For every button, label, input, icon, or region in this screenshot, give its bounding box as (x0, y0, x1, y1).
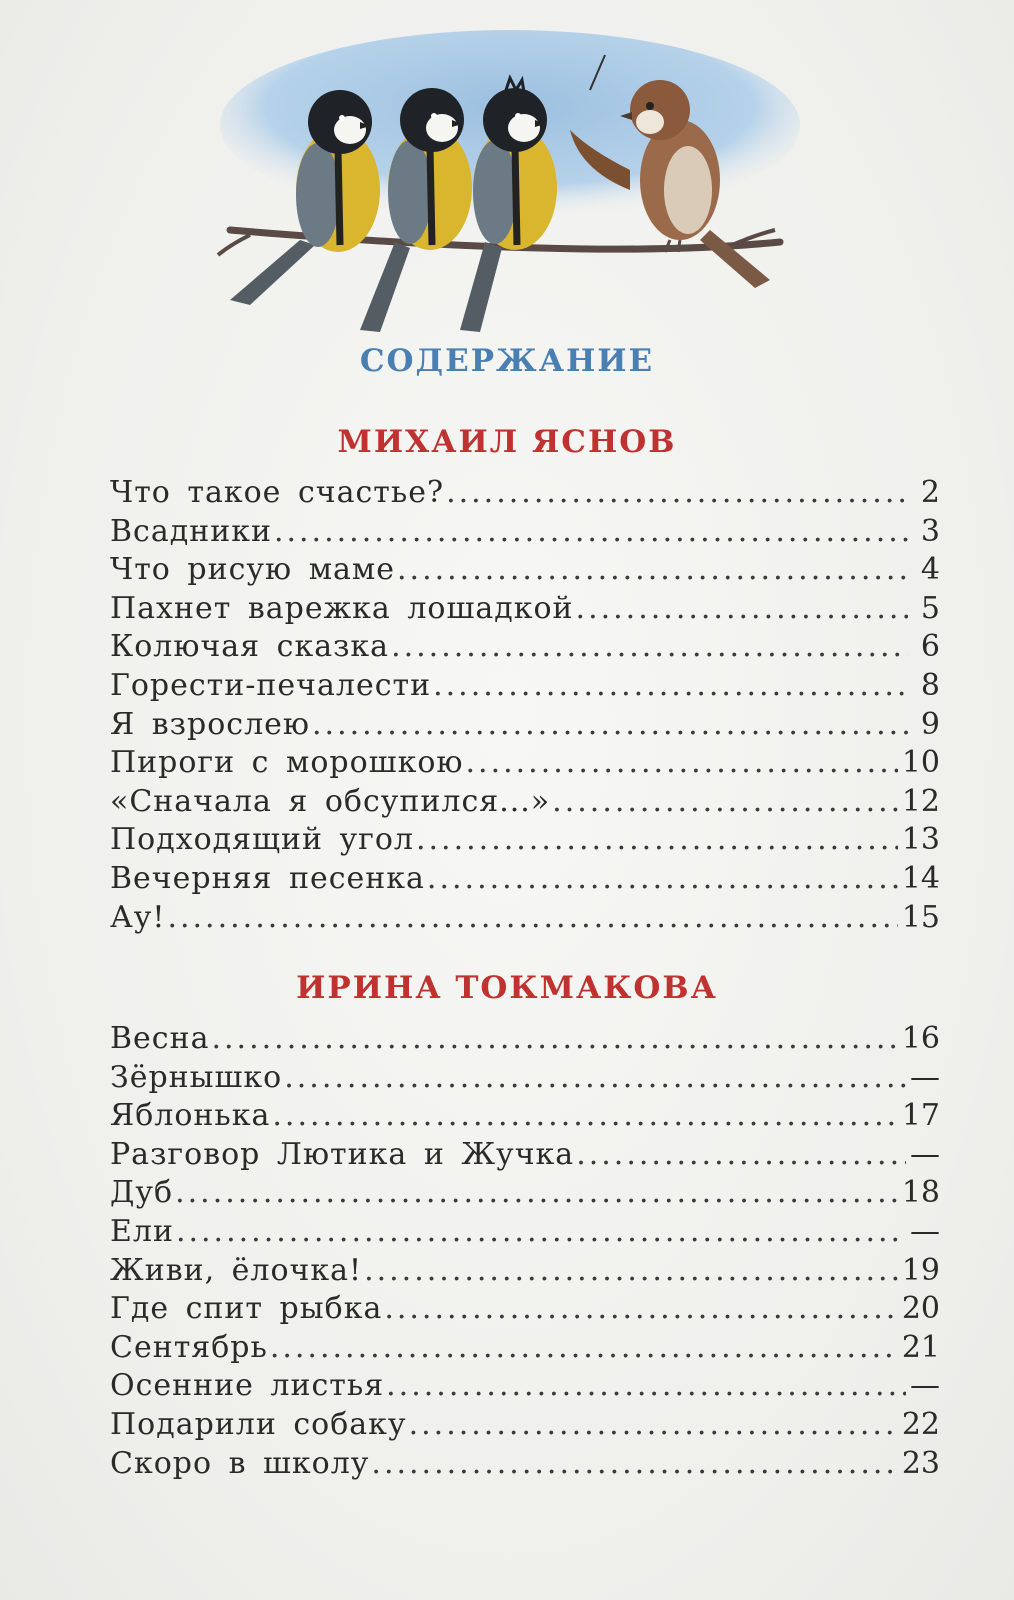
toc-dot-leader (272, 1097, 897, 1136)
toc-entry-title: Колючая сказка (110, 629, 390, 665)
toc-entry-title: Подходящий угол (110, 822, 414, 858)
toc-entry (110, 1136, 940, 1175)
toc-entry-title: Ели (110, 1213, 174, 1249)
toc-dot-leader (416, 821, 898, 860)
toc-dot-leader (371, 1445, 897, 1484)
toc-entry (110, 706, 940, 745)
toc-entry-page: 23 (901, 1445, 940, 1481)
toc-entry-page: — (910, 1213, 940, 1249)
toc-entry-page: 10 (901, 745, 940, 781)
toc-dot-leader (284, 1059, 906, 1098)
toc-entry-page: 18 (901, 1175, 940, 1211)
toc-entry-title: Пироги с морошкою (110, 745, 464, 781)
toc-entry (110, 744, 940, 783)
toc-dot-leader (175, 1174, 898, 1213)
toc-entry-page: 6 (920, 629, 940, 665)
toc-dot-leader (270, 1329, 898, 1368)
toc-entry (110, 1097, 940, 1136)
toc-entry-title: Вечерняя песенка (110, 860, 425, 896)
toc-entry (110, 1445, 940, 1484)
toc-entry-page: — (910, 1059, 940, 1095)
toc-dot-leader (409, 1406, 898, 1445)
toc-dot-leader (274, 513, 908, 552)
toc-entry-page: 5 (920, 590, 940, 626)
toc-dot-leader (386, 1367, 906, 1406)
toc-entry (110, 1367, 940, 1406)
toc-entry-page: 12 (901, 783, 940, 819)
toc-entry-title: Яблонька (110, 1098, 271, 1134)
toc-entry-title: Ау! (110, 899, 166, 935)
toc-entry-title: Весна (110, 1021, 210, 1056)
toc-entry-title: Всадники (110, 513, 272, 549)
toc-entry-page: 14 (901, 860, 940, 896)
toc-entry-title: Дуб (110, 1175, 174, 1211)
toc-entry-page: 2 (920, 475, 940, 510)
toc-dot-leader (466, 744, 898, 783)
toc-entry-page: — (910, 1136, 940, 1172)
birds-on-branch-illustration (210, 30, 810, 360)
toc-entry-title: Что такое счастье? (110, 475, 445, 510)
toc-entry (110, 1406, 940, 1445)
toc-dot-leader (552, 783, 898, 822)
toc-entry-title: Сентябрь (110, 1329, 268, 1365)
toc-entry-page: 4 (920, 552, 940, 588)
toc-entry-title: Что рисую маме (110, 552, 395, 588)
toc-entry-title: «Сначала я обсупился...» (110, 783, 551, 819)
toc-entry-title: Зёрнышко (110, 1059, 283, 1095)
toc-dot-leader (312, 706, 908, 745)
toc-entry-title: Где спит рыбка (110, 1291, 383, 1327)
toc-entry-page: 19 (901, 1252, 940, 1288)
toc-entry (110, 1059, 940, 1098)
toc-entry (110, 899, 940, 938)
toc-entry (110, 860, 940, 899)
toc-entry (110, 1020, 940, 1059)
toc-entry-title: Подарили собаку (110, 1406, 407, 1442)
toc-entry-title: Я взрослею (110, 706, 311, 742)
toc-entry-page: 22 (901, 1406, 940, 1442)
toc-entry (110, 1174, 940, 1213)
toc-entry (110, 667, 940, 706)
toc-entry-page: 16 (901, 1021, 940, 1056)
toc-entry-page: 13 (901, 822, 940, 858)
toc-entry (110, 628, 940, 667)
toc-dot-leader (433, 667, 908, 706)
toc-entry (110, 821, 940, 860)
toc-entry (110, 1213, 940, 1252)
toc-dot-leader (364, 1252, 898, 1291)
toc-entry (110, 783, 940, 822)
toc-entry-page: 15 (901, 899, 940, 935)
toc-dot-leader (446, 474, 908, 513)
toc-entry-page: — (910, 1368, 940, 1404)
toc-dot-leader (576, 1136, 906, 1175)
toc-entry-title: Пахнет варежка лошадкой (110, 590, 574, 626)
toc-dot-leader (384, 1290, 897, 1329)
toc-list-section-2 (110, 1020, 940, 1483)
toc-dot-leader (211, 1020, 897, 1059)
toc-entry (110, 1329, 940, 1368)
toc-entry-page: 21 (901, 1329, 940, 1365)
toc-dot-leader (167, 899, 897, 938)
toc-entry-title: Осенние листья (110, 1368, 385, 1404)
toc-entry (110, 551, 940, 590)
toc-entry (110, 1252, 940, 1291)
toc-dot-leader (176, 1213, 906, 1252)
toc-entry-page: 8 (920, 667, 940, 703)
toc-dot-leader (427, 860, 898, 899)
toc-entry-page: 17 (901, 1098, 940, 1134)
toc-dot-leader (576, 590, 908, 629)
toc-entry-page: 9 (920, 706, 940, 742)
contents-title: СОДЕРЖАНИЕ (359, 343, 655, 379)
toc-entry-title: Скоро в школу (110, 1445, 370, 1481)
toc-list-section-1 (110, 474, 940, 937)
toc-entry-title: Разговор Лютика и Жучка (110, 1136, 575, 1172)
author-heading-1: МИХАИЛ ЯСНОВ (337, 424, 677, 460)
author-heading-2: ИРИНА ТОКМАКОВА (296, 970, 718, 1006)
toc-entry (110, 474, 940, 513)
toc-entry (110, 1290, 940, 1329)
toc-entry (110, 513, 940, 552)
toc-entry-title: Горести-печалести (110, 667, 432, 703)
toc-entry (110, 590, 940, 629)
toc-dot-leader (397, 551, 908, 590)
toc-entry-page: 20 (901, 1291, 940, 1327)
toc-dot-leader (391, 628, 908, 667)
toc-entry-page: 3 (920, 513, 940, 549)
toc-entry-title: Живи, ёлочка! (110, 1252, 363, 1288)
